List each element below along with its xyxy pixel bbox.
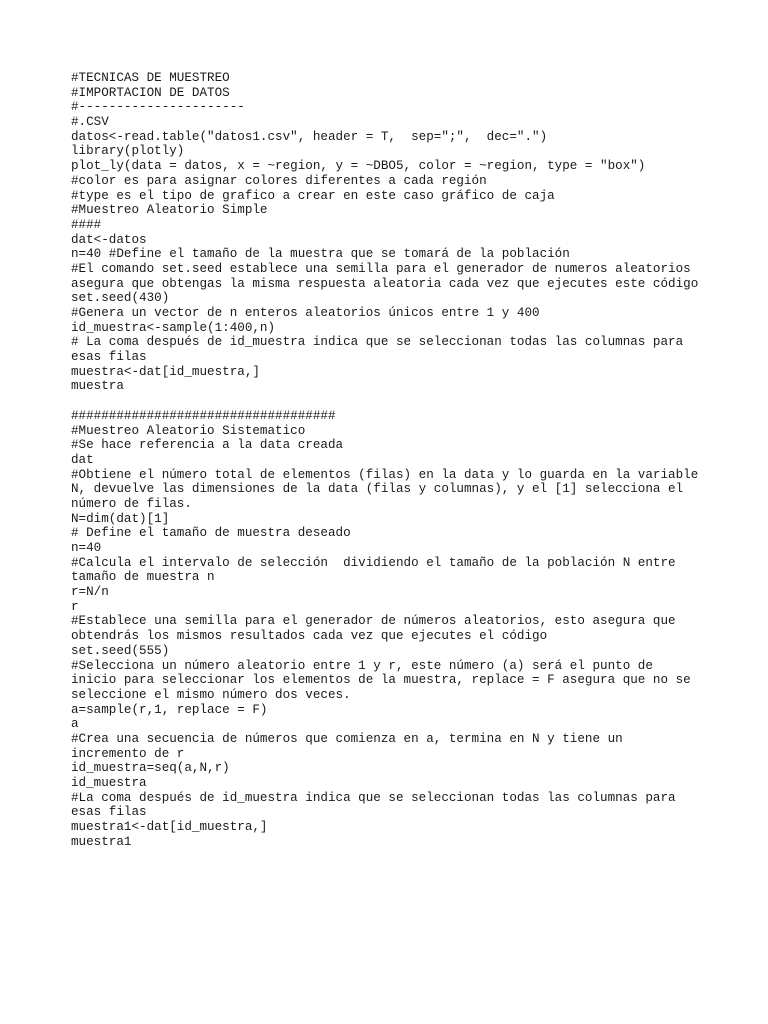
code-line: #### — [71, 217, 102, 232]
code-line: esas filas — [71, 805, 147, 820]
code-line: a=sample(r,1, replace = F) — [71, 702, 268, 717]
code-line: esas filas — [71, 350, 147, 365]
code-line: incremento de r — [71, 746, 185, 761]
code-line: número de filas. — [71, 496, 192, 511]
code-line: #IMPORTACION DE DATOS — [71, 85, 230, 100]
code-line: id_muestra — [71, 776, 147, 790]
code-line: n=40 #Define el tamaño de la muestra que se tomará de la población — [71, 247, 570, 262]
code-line: r=N/n — [71, 585, 109, 600]
code-line: a — [71, 717, 79, 732]
code-line: inicio para seleccionar los elementos de la muestra, replace = F asegura que no se — [71, 673, 691, 688]
code-line: #---------------------- — [71, 100, 245, 115]
code-line: #Crea una secuencia de números que comienza en a, termina en N y tiene un — [71, 731, 623, 746]
code-line: set.seed(430) — [71, 291, 170, 306]
code-line: ################################### — [71, 408, 336, 423]
code-line: dat<-datos — [71, 232, 147, 247]
code-line: N, devuelve las dimensiones de la data (filas y columnas), y el [1] selecciona el — [71, 482, 684, 497]
code-line: obtendrás los mismos resultados cada vez que ejecutes el código — [71, 629, 548, 644]
code-line: #.CSV — [71, 115, 109, 130]
code-line: # Define el tamaño de muestra deseado — [71, 526, 351, 541]
code-line: # La coma después de id_muestra indica que se seleccionan todas las columnas para — [71, 335, 684, 350]
code-line — [71, 394, 751, 409]
code-line: #Selecciona un número aleatorio entre 1 y r, este número (a) será el punto de — [71, 658, 653, 673]
code-line: #Muestreo Aleatorio Sistematico — [71, 423, 306, 438]
document-page — [71, 71, 751, 849]
code-line: muestra1<-dat[id_muestra,] — [71, 820, 268, 835]
code-line: plot_ly(data = datos, x = ~region, y = ~DBO5, color = ~region, type = "box") — [71, 159, 646, 174]
code-line: muestra1 — [71, 834, 132, 849]
code-line: #Se hace referencia a la data creada — [71, 438, 344, 453]
code-line: muestra — [71, 379, 124, 394]
code-line: #Obtiene el número total de elementos (filas) en la data y lo guarda en la variable — [71, 467, 699, 482]
code-line: id_muestra<-sample(1:400,n) — [71, 320, 276, 335]
code-line: set.seed(555) — [71, 643, 170, 658]
code-line: N=dim(dat)[1] — [71, 511, 170, 526]
code-line: n=40 — [71, 541, 102, 555]
code-line: #Calcula el intervalo de selección dividiendo el tamaño de la población N entre — [71, 555, 676, 570]
code-line: #La coma después de id_muestra indica que se seleccionan todas las columnas para — [71, 790, 676, 805]
code-line: #color es para asignar colores diferentes a cada región — [71, 173, 487, 188]
code-line: #Muestreo Aleatorio Simple — [71, 203, 268, 218]
code-line: tamaño de muestra n — [71, 570, 215, 585]
code-line: library(plotly) — [71, 144, 185, 159]
code-line: muestra<-dat[id_muestra,] — [71, 364, 260, 379]
code-line: #Genera un vector de n enteros aleatorios únicos entre 1 y 400 — [71, 306, 540, 320]
code-line: r — [71, 599, 79, 614]
code-line: #TECNICAS DE MUESTREO — [71, 71, 230, 85]
code-line: #type es el tipo de grafico a crear en este caso gráfico de caja — [71, 188, 555, 203]
code-line: datos<-read.table("datos1.csv", header = T, sep=";", dec=".") — [71, 129, 548, 144]
code-line: #Establece una semilla para el generador de números aleatorios, esto asegura que — [71, 614, 676, 629]
code-line: asegura que obtengas la misma respuesta aleatoria cada vez que ejecutes este código — [71, 276, 699, 291]
code-line: dat — [71, 452, 94, 467]
code-line: id_muestra=seq(a,N,r) — [71, 761, 230, 776]
code-line: #El comando set.seed establece una semilla para el generador de numeros aleatorios — [71, 261, 691, 276]
code-line: seleccione el mismo número dos veces. — [71, 687, 351, 702]
